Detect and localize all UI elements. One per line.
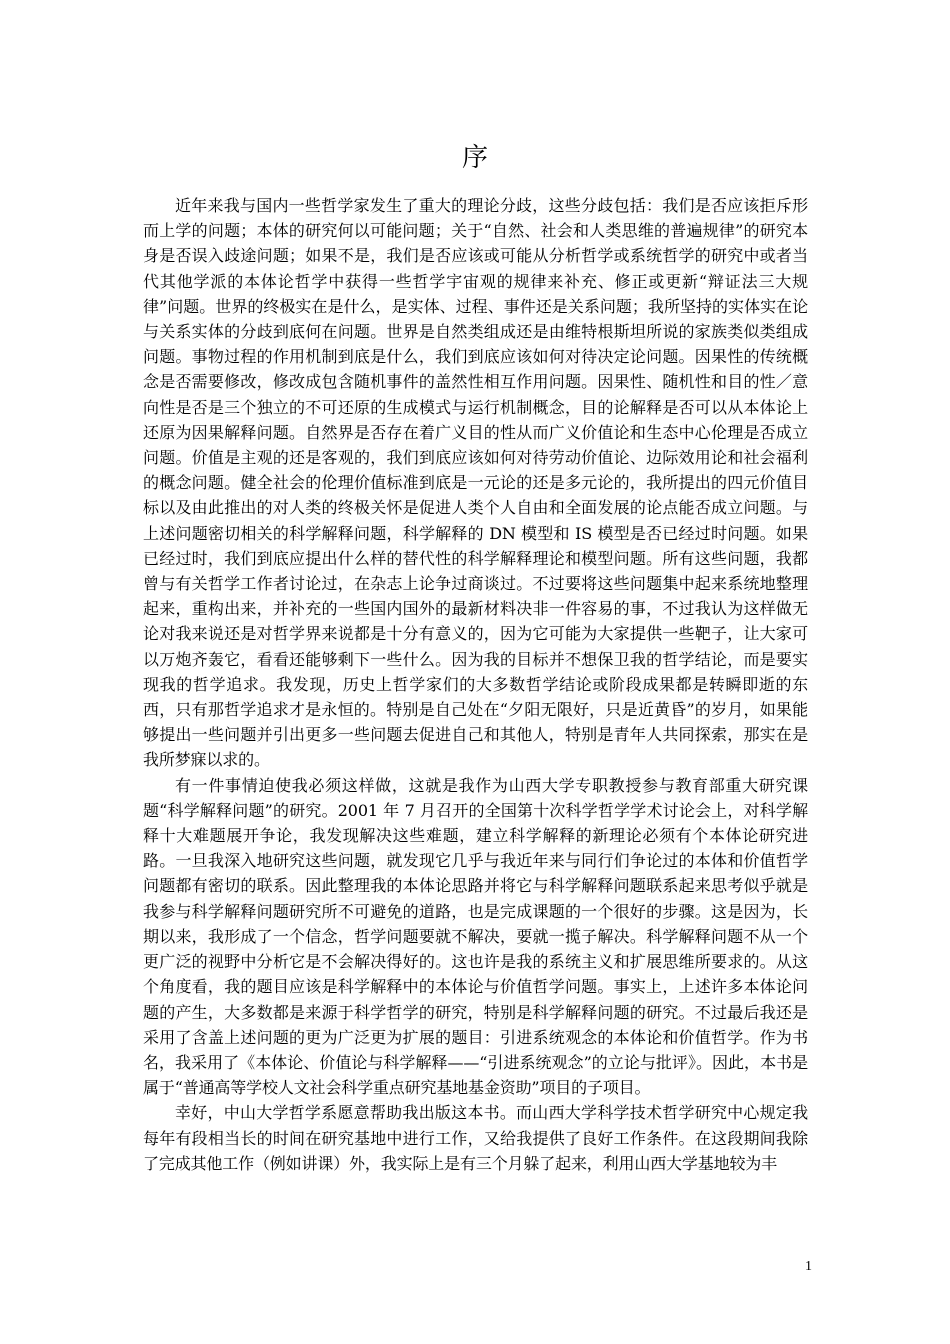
preface-body — [143, 193, 808, 1176]
page-title: 序 — [461, 143, 488, 173]
paragraph-1: 近年来我与国内一些哲学家发生了重大的理论分歧，这些分歧包括：我们是否应该拒斥形而上学的问题；本体的研究何以可能问题；关于“自然、社会和人类思维的普遍规律”的研究本身是否误入歧途问题；如果不是，我们是否应该或可能从分析哲学或系统哲学的研究中或者当代其他学派的本体论哲学中获得一些哲学宇宙观的规律来补充、修正或更新“辩证法三大规律”问题。世界的终极实在是什么，是实体、过程、事件还是关系问题；我所坚持的实体实在论与关系实体的分歧到底何在问题。世界是自然类组成还是由维特根斯坦所说的家族类似类组成问题。事物过程的作用机制到底是什么，我们到底应该如何对待决定论问题。因果性的传统概念是否需要修改，修改成包含随机事件的盖然性相互作用问题。因果性、随机性和目的性／意向性是否是三个独立的不可还原的生成模式与运行机制概念，目的论解释是否可以从本体论上还原为因果解释问题。自然界是否存在着广义目的性从而广义价值论和生态中心伦理是否成立问题。价值是主观的还是客观的，我们到底应该如何对待劳动价值论、边际效用论和社会福利的概念问题。健全社会的伦理价值标准到底是一元论的还是多元论的，我所提出的四元价值目标以及由此推出的对人类的终极关怀是促进人类个人自由和全面发展的论点能否成立问题。与上述问题密切相关的科学解释问题，科学解释的 DN 模型和 IS 模型是否已经过时问题。如果已经过时，我们到底应提出什么样的替代性的科学解释理论和模型问题。所有这些问题，我都曾与有关哲学工作者讨论过，在杂志上论争过商谈过。不过要将这些问题集中起来系统地整理起来，重构出来，并补充的一些国内国外的最新材料决非一件容易的事，不过我认为这样做无论对我来说还是对哲学界来说都是十分有意义的，因为它可能为大家提供一些靶子，让大家可以万炮齐轰它，看看还能够剩下一些什么。因为我的目标并不想保卫我的哲学结论，而是要实现我的哲学追求。我发现，历史上哲学家们的大多数哲学结论或阶段成果都是转瞬即逝的东西，只有那哲学追求才是永恒的。特别是自己处在“夕阳无限好，只是近黄昏”的岁月，如果能够提出一些问题并引出更多一些问题去促进自己和其他人，特别是青年人共同探索，那实在是我所梦寐以求的。 — [143, 196, 808, 770]
page-number: 1 — [805, 1259, 812, 1274]
paragraph-3: 幸好，中山大学哲学系愿意帮助我出版这本书。而山西大学科学技术哲学研究中心规定我每年有段相当长的时间在研究基地中进行工作，又给我提供了良好工作条件。在这段期间我除了完成其他工作（例如讲课）外，我实际上是有三个月躲了起来，利用山西大学基地较为丰 — [143, 1103, 808, 1173]
paragraph-2: 有一件事情迫使我必须这样做，这就是我作为山西大学专职教授参与教育部重大研究课题“科学解释问题”的研究。2001 年 7 月召开的全国第十次科学哲学学术讨论会上，对科学解释十大难题展开争论，我发现解决这些难题，建立科学解释的新理论必须有个本体论研究进路。一旦我深入地研究这些问题，就发现它几乎与我近年来与同行们争论过的本体和价值哲学问题都有密切的联系。因此整理我的本体论思路并将它与科学解释问题联系起来思考似乎就是我参与科学解释问题研究所不可避免的道路，也是完成课题的一个很好的步骤。这是因为，长期以来，我形成了一个信念，哲学问题要就不解决，要就一揽子解决。科学解释问题不从一个更广泛的视野中分析它是不会解决得好的。这也许是我的系统主义和扩展思维所要求的。从这个角度看，我的题目应该是科学解释中的本体论与价值哲学问题。事实上，上述许多本体论问题的产生，大多数都是来源于科学哲学的研究，特别是科学解释问题的研究。不过最后我还是采用了含盖上述问题的更为广泛更为扩展的题目：引进系统观念的本体论和价值哲学。作为书名，我采用了《本体论、价值论与科学解释——“引进系统观念”的立论与批评》。因此，本书是属于“普通高等学校人文社会科学重点研究基地基金资助”项目的子项目。 — [143, 775, 808, 1098]
